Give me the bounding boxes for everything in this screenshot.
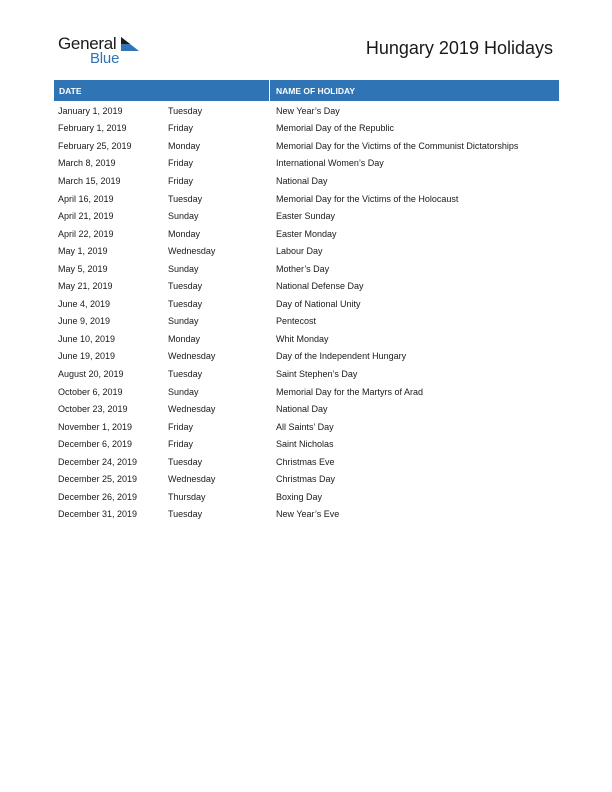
row-date: March 15, 2019 bbox=[58, 175, 121, 186]
row-date: June 4, 2019 bbox=[58, 298, 111, 309]
row-weekday: Monday bbox=[168, 140, 201, 151]
row-date: December 6, 2019 bbox=[58, 439, 133, 450]
row-holiday-name: Christmas Eve bbox=[276, 456, 335, 467]
page-title: Hungary 2019 Holidays bbox=[365, 38, 553, 58]
row-weekday: Tuesday bbox=[168, 368, 203, 379]
row-weekday: Friday bbox=[168, 439, 194, 450]
table-row bbox=[54, 120, 559, 138]
row-holiday-name: National Defense Day bbox=[276, 281, 364, 292]
row-holiday-name: New Year’s Day bbox=[276, 105, 340, 116]
table-row bbox=[54, 190, 559, 208]
row-holiday-name: Day of National Unity bbox=[276, 298, 361, 309]
logo-text-general: General bbox=[58, 34, 117, 53]
holiday-table bbox=[54, 80, 559, 523]
logo-text-blue: Blue bbox=[90, 50, 120, 67]
table-row bbox=[54, 365, 559, 383]
row-date: June 9, 2019 bbox=[58, 316, 111, 327]
row-date: August 20, 2019 bbox=[58, 368, 124, 379]
row-holiday-name: Mother’s Day bbox=[276, 263, 330, 274]
table-body bbox=[54, 102, 559, 523]
row-holiday-name: Christmas Day bbox=[276, 474, 336, 485]
row-holiday-name: Whit Monday bbox=[276, 333, 329, 344]
row-weekday: Monday bbox=[168, 333, 201, 344]
row-date: April 22, 2019 bbox=[58, 228, 114, 239]
row-date: May 21, 2019 bbox=[58, 281, 113, 292]
table-header bbox=[54, 80, 559, 101]
row-holiday-name: Easter Monday bbox=[276, 228, 337, 239]
table-row bbox=[54, 313, 559, 331]
row-date: December 24, 2019 bbox=[58, 456, 138, 467]
row-weekday: Tuesday bbox=[168, 281, 203, 292]
row-holiday-name: All Saints’ Day bbox=[276, 421, 334, 432]
row-holiday-name: International Women’s Day bbox=[276, 158, 384, 169]
row-weekday: Sunday bbox=[168, 263, 199, 274]
table-row bbox=[54, 155, 559, 173]
row-weekday: Sunday bbox=[168, 211, 199, 222]
row-holiday-name: Boxing Day bbox=[276, 491, 323, 502]
row-weekday: Sunday bbox=[168, 316, 199, 327]
header-date: DATE bbox=[54, 80, 270, 101]
row-holiday-name: Memorial Day of the Republic bbox=[276, 123, 395, 134]
table-row bbox=[54, 102, 559, 120]
row-weekday: Tuesday bbox=[168, 298, 203, 309]
row-date: May 5, 2019 bbox=[58, 263, 108, 274]
table-row bbox=[54, 260, 559, 278]
row-date: May 1, 2019 bbox=[58, 246, 108, 257]
row-holiday-name: Day of the Independent Hungary bbox=[276, 351, 407, 362]
row-date: February 25, 2019 bbox=[58, 140, 132, 151]
row-date: April 21, 2019 bbox=[58, 211, 114, 222]
row-weekday: Sunday bbox=[168, 386, 199, 397]
row-date: October 23, 2019 bbox=[58, 404, 128, 415]
row-holiday-name: National Day bbox=[276, 175, 328, 186]
row-date: December 25, 2019 bbox=[58, 474, 138, 485]
row-weekday: Tuesday bbox=[168, 105, 203, 116]
row-weekday: Friday bbox=[168, 123, 194, 134]
table-row bbox=[54, 330, 559, 348]
row-date: June 10, 2019 bbox=[58, 333, 116, 344]
row-date: October 6, 2019 bbox=[58, 386, 123, 397]
row-date: November 1, 2019 bbox=[58, 421, 133, 432]
table-row bbox=[54, 207, 559, 225]
row-holiday-name: Saint Nicholas bbox=[276, 439, 334, 450]
row-weekday: Tuesday bbox=[168, 456, 203, 467]
row-date: December 31, 2019 bbox=[58, 509, 138, 520]
row-holiday-name: Memorial Day for the Martyrs of Arad bbox=[276, 386, 424, 397]
row-weekday: Tuesday bbox=[168, 193, 203, 204]
row-date: April 16, 2019 bbox=[58, 193, 114, 204]
table-row bbox=[54, 242, 559, 260]
table-row bbox=[54, 400, 559, 418]
row-weekday: Wednesday bbox=[168, 246, 216, 257]
row-holiday-name: New Year’s Eve bbox=[276, 509, 340, 520]
table-row bbox=[54, 137, 559, 155]
table-row bbox=[54, 383, 559, 401]
table-row bbox=[54, 348, 559, 366]
table-row bbox=[54, 488, 559, 506]
row-holiday-name: Labour Day bbox=[276, 246, 323, 257]
table-row bbox=[54, 470, 559, 488]
row-weekday: Friday bbox=[168, 421, 194, 432]
row-holiday-name: National Day bbox=[276, 404, 328, 415]
table-row bbox=[54, 277, 559, 295]
table-row bbox=[54, 225, 559, 243]
row-date: January 1, 2019 bbox=[58, 105, 123, 116]
row-weekday: Tuesday bbox=[168, 509, 203, 520]
table-row bbox=[54, 435, 559, 453]
row-holiday-name: Saint Stephen’s Day bbox=[276, 368, 358, 379]
table-row bbox=[54, 506, 559, 524]
row-holiday-name: Memorial Day for the Victims of the Holocaust bbox=[276, 193, 459, 204]
row-weekday: Friday bbox=[168, 158, 194, 169]
table-row bbox=[54, 295, 559, 313]
table-row bbox=[54, 453, 559, 471]
row-weekday: Monday bbox=[168, 228, 201, 239]
row-date: February 1, 2019 bbox=[58, 123, 127, 134]
table-row bbox=[54, 172, 559, 190]
row-holiday-name: Easter Sunday bbox=[276, 211, 336, 222]
row-date: March 8, 2019 bbox=[58, 158, 116, 169]
row-date: June 19, 2019 bbox=[58, 351, 116, 362]
row-holiday-name: Pentecost bbox=[276, 316, 317, 327]
row-weekday: Thursday bbox=[168, 491, 206, 502]
row-weekday: Wednesday bbox=[168, 474, 216, 485]
row-weekday: Friday bbox=[168, 175, 194, 186]
row-date: December 26, 2019 bbox=[58, 491, 138, 502]
generalblue-logo bbox=[58, 34, 148, 68]
header-holiday-name: NAME OF HOLIDAY bbox=[276, 85, 356, 96]
table-row bbox=[54, 418, 559, 436]
row-weekday: Wednesday bbox=[168, 351, 216, 362]
row-weekday: Wednesday bbox=[168, 404, 216, 415]
row-holiday-name: Memorial Day for the Victims of the Communist Dictatorships bbox=[276, 140, 519, 151]
logo-flag-icon bbox=[121, 37, 139, 51]
